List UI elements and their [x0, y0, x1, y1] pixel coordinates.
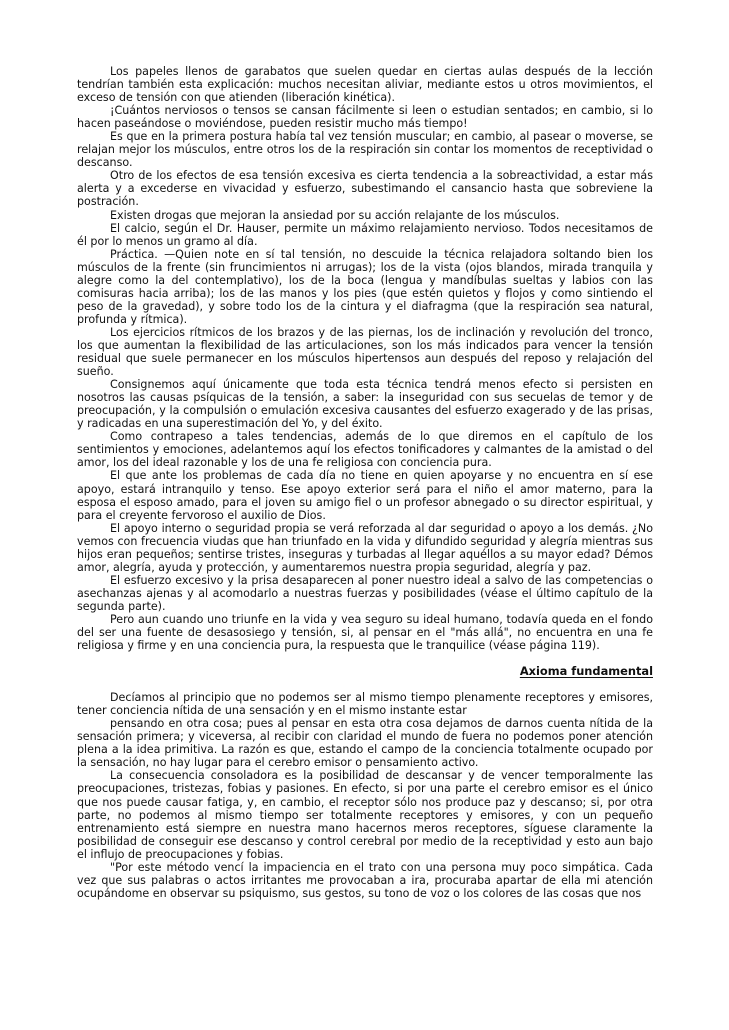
paragraph-10: Como contrapeso a tales tendencias, además de lo que diremos en el capítulo de los sentimientos y emociones, adelantemos aquí los efectos tonificadores y calmantes de la amistad o del amor, los del ideal razonable y los de una fe religiosa con conciencia pura.: [77, 430, 653, 470]
body-text-before: [77, 65, 653, 652]
paragraph-7: Práctica. —Quien note en sí tal tensión, no descuide la técnica relajadora soltando bien los músculos de la frente (sin fruncimientos ni arrugas); los de la vista (ojos blandos, mirada tranquila y alegre como la del contemplativo), los de la boca (lengua y mandíbulas sueltas y labios con las comisuras hacia arriba); los de las manos y los pies (que estén quietos y flojos y como sintiendo el peso de la gravedad), y sobre todo los de la cintura y el diafragma (que la respiración sea natural, profunda y rítmica).: [77, 247, 653, 326]
paragraph-6: El calcio, según el Dr. Hauser, permite un máximo relajamiento nervioso. Todos necesitamos de él por lo menos un gramo al día.: [77, 221, 653, 248]
paragraph-2: ¡Cuántos nerviosos o tensos se cansan fácilmente si leen o estudian sentados; en cambio, si lo hacen paseándose o moviéndose, pueden resistir mucho más tiempo!: [77, 104, 653, 131]
paragraph-12: El apoyo interno o seguridad propia se verá reforzada al dar seguridad o apoyo a los demás. ¿No vemos con frecuencia viudas que han triunfado en la vida y difundido seguridad y alegría mientras sus hijos eran pequeños; sentirse tristes, inseguras y turbadas al llegar aquéllos a su mayor edad? Démos amor, alegría, ayuda y protección, y aumentaremos nuestra propia seguridad, alegría y paz.: [77, 521, 653, 574]
paragraph-9: Consignemos aquí únicamente que toda esta técnica tendrá menos efecto si persisten en nosotros las causas psíquicas de la tensión, a saber: la inseguridad con sus secuelas de temor y de preocupación, y la compulsión o emulación excesiva causantes del esfuerzo exagerado y de las prisas, y radicadas en una superestimación del Yo, y del éxito.: [77, 378, 653, 431]
paragraph-16: pensando en otra cosa; pues al pensar en esta otra cosa dejamos de darnos cuenta nítida de la sensación primera; y viceversa, al recibir con claridad el mundo de fuera no podemos poner atención plena a la idea primitiva. La razón es que, estando el campo de la conciencia totalmente ocupado por la sensación, no hay lugar para el cerebro emisor o pensamiento activo.: [77, 717, 653, 770]
paragraph-14: Pero aun cuando uno triunfe en la vida y vea seguro su ideal humano, todavía queda en el fondo del ser una fuente de desasosiego y tensión, si, al pensar en el "más allá", no encuentra en una fe religiosa y firme y en una conciencia pura, la respuesta que le tranquilice (véase página 119).: [77, 612, 653, 653]
body-text-after: [77, 691, 653, 900]
paragraph-15: Decíamos al principio que no podemos ser al mismo tiempo plenamente receptores y emisores, tener conciencia nítida de una sensación y en el mismo instante estar: [77, 691, 653, 718]
paragraph-4: Otro de los efectos de esa tensión excesiva es cierta tendencia a la sobreactividad, a estar más alerta y a excederse en vivacidad y esfuerzo, subestimando el cansancio hasta que sobreviene la postración.: [77, 169, 653, 209]
paragraph-8: Los ejercicios rítmicos de los brazos y de las piernas, los de inclinación y revolución del tronco, los que aumentan la flexibilidad de las articulaciones, son los más indicados para vencer la tensión residual que suele permanecer en los músculos hipertensos aun después del reposo y relajación del sueño.: [77, 325, 653, 379]
paragraph-11: El que ante los problemas de cada día no tiene en quien apoyarse y no encuentra en sí ese apoyo, estará intranquilo y tenso. Ese apoyo exterior será para el niño el amor materno, para la esposa el esposo amado, para el joven su amigo fiel o un profesor abnegado o su director espiritual, y para el creyente fervoroso el auxilio de Dios.: [77, 469, 653, 522]
paragraph-1: Los papeles llenos de garabatos que suelen quedar en ciertas aulas después de la lección tendrían también esta explicación: muchos necesitan aliviar, mediante estos u otros movimientos, el exceso de tensión con que atienden (liberación kinética).: [77, 65, 653, 105]
paragraph-13: El esfuerzo excesivo y la prisa desaparecen al poner nuestro ideal a salvo de las competencias o asechanzas ajenas y al acomodarlo a nuestras fuerzas y posibilidades (véase el último capítulo de la segunda parte).: [77, 573, 653, 613]
paragraph-17: La consecuencia consoladora es la posibilidad de descansar y de vencer temporalmente las preocupaciones, tristezas, fobias y pasiones. En efecto, si por una parte el cerebro emisor es el único que nos puede causar fatiga, y, en cambio, el receptor sólo nos produce paz y descanso; si, por otra parte, no podemos al mismo tiempo ser totalmente receptores y emisores, y con un pequeño entrenamiento está siempre en nuestra mano hacernos meros receptores, síguese claramente la posibilidad de conseguir ese descanso y control cerebral por medio de la receptividad y esto aun bajo el influjo de preocupaciones y fobias.: [77, 769, 653, 861]
section-heading: Axioma fundamental: [519, 664, 653, 679]
paragraph-18: "Por este método vencí la impaciencia en el trato con una persona muy poco simpática. Cada vez que sus palabras o actos irritantes me provocaban a ira, procuraba apartar de ella mi atención ocupándome en observar su psiquismo, sus gestos, su tono de voz o los colores de las cosas que nos: [77, 860, 653, 900]
paragraph-3: Es que en la primera postura había tal vez tensión muscular; en cambio, al pasear o moverse, se relajan mejor los músculos, entre otros los de la respiración sin contar los momentos de receptividad o descanso.: [77, 130, 653, 170]
paragraph-5: Existen drogas que mejoran la ansiedad por su acción relajante de los músculos.: [110, 208, 560, 222]
